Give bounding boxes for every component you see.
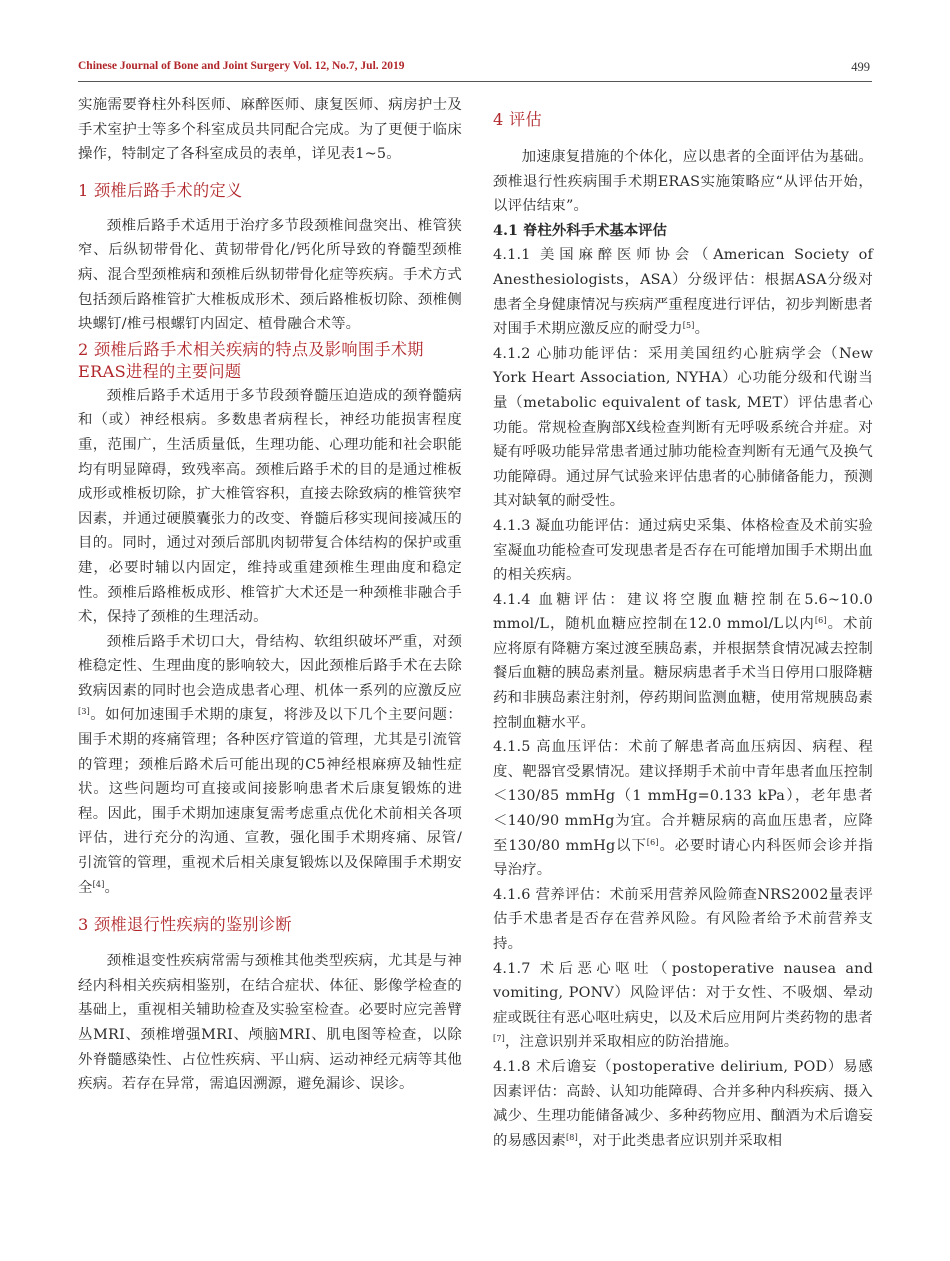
header-rule [78,81,872,82]
item-4-1-7: 4.1.7 术后恶心呕吐（postoperative nausea and vomiting, PONV）风险评估：对于女性、不吸烟、晕动症或既往有恶心呕吐病史，以及术后应用阿片类药物的患者[7]，注意识别并采取相应的防治措施。 [493,960,873,1051]
item-4-1-1: 4.1.1 美国麻醉医师协会（American Society of Anesthesiologists，ASA）分级评估：根据ASA分级对患者全身健康情况与疾病严重程度进行评估，初步判断患者对围手术期应激反应的耐受力[5]。 [493,247,873,338]
section-1-paragraph: 颈椎后路手术适用于治疗多节段颈椎间盘突出、椎管狭窄、后纵韧带骨化、黄韧带骨化/钙化所导致的脊髓型颈椎病、混合型颈椎病和颈椎后纵韧带骨化症等疾病。手术方式包括颈后路椎管扩大椎板成形术、颈后路椎板切除、颈椎侧块螺钉/椎弓根螺钉内固定、植骨融合术等。 [78,217,462,333]
citation-ref: [8] [565,1132,578,1142]
section-4-heading: 4 评估 [493,110,543,129]
left-column [78,93,462,1097]
item-4-1-8: 4.1.8 术后谵妄（postoperative delirium, POD）易感因素评估：高龄、认知功能障碍、合并多种内科疾病、摄入减少、生理功能储备减少、多种药物应用、酗酒为术后谵妄的易感因素[8]，对于此类患者应识别并采取相 [493,1058,873,1149]
section-2-paragraph-1: 颈椎后路手术适用于多节段颈脊髓压迫造成的颈脊髓病和（或）神经根病。多数患者病程长，神经功能损害程度重，范围广，生活质量低，生理功能、心理功能和社会职能均有明显障碍，致残率高。颈椎后路手术的目的是通过椎板成形或椎板切除，扩大椎管容积，直接去除致病的椎管狭窄因素，并通过硬膜囊张力的改变、脊髓后移实现间接减压的目的。同时，通过对颈后部肌肉韧带复合体结构的保护或重建，必要时辅以内固定，维持或重建颈椎生理曲度和稳定性。颈椎后路椎板成形、椎管扩大术还是一种颈椎非融合手术，保持了颈椎的生理活动。 [78,387,462,626]
running-header [78,60,872,82]
section-4-paragraph: 加速康复措施的个体化，应以患者的全面评估为基础。颈椎退行性疾病围手术期ERAS实施策略应“从评估开始，以评估结束”。 [493,149,873,215]
citation-ref: [3] [78,707,90,717]
item-4-1-2: 4.1.2 心肺功能评估：采用美国纽约心脏病学会（New York Heart Association, NYHA）心功能分级和代谢当量（metabolic equivalent of task, MET）评估患者心功能。常规检查胸部X线检查判断有无呼吸系统合并症。对疑有呼吸功能异常患者通过肺功能检查判断有无通气及换气功能障碍。通过屏气试验来评估患者的心肺储备能力，预测其对缺氧的耐受性。 [493,345,873,510]
item-4-1-6: 4.1.6 营养评估：术前采用营养风险筛查NRS2002量表评估手术患者是否存在营养风险。有风险者给予术前营养支持。 [493,886,873,952]
intro-paragraph: 实施需要脊柱外科医师、麻醉医师、康复医师、病房护士及手术室护士等多个科室成员共同配合完成。为了更便于临床操作，特制定了各科室成员的表单，详见表1~5。 [78,97,462,163]
right-column [493,93,873,1153]
section-2-paragraph-2: 颈椎后路手术切口大，骨结构、软组织破坏严重，对颈椎稳定性、生理曲度的影响较大，因此颈椎后路手术在去除致病因素的同时也会造成患者心理、机体一系列的应激反应[3]。如何加速围手术期的康复，将涉及以下几个主要问题：围手术期的疼痛管理；各种医疗管道的管理，尤其是引流管的管理；颈椎后路术后可能出现的C5神经根麻痹及轴性症状。这些问题均可直接或间接影响患者术后康复锻炼的进程。因此，围手术期加速康复需考虑重点优化术前相关各项评估，进行充分的沟通、宣教，强化围手术期疼痛、尿管/引流管的管理，重视术后相关康复锻炼以及保障围手术期安全[4]。 [78,633,462,896]
page-number: 499 [851,60,870,74]
citation-ref: [4] [92,879,105,889]
journal-citation: Chinese Journal of Bone and Joint Surgery Vol. 12, No.7, Jul. 2019 [78,60,405,72]
section-1-heading: 1 颈椎后路手术的定义 [78,180,243,200]
section-3-heading: 3 颈椎退行性疾病的鉴别诊断 [78,915,292,935]
section-2-heading: 2 颈椎后路手术相关疾病的特点及影响围手术期ERAS进程的主要问题 [78,339,424,381]
citation-ref: [7] [493,1034,505,1044]
citation-ref: [6] [814,616,827,626]
item-4-1-5: 4.1.5 高血压评估：术前了解患者高血压病因、病程、程度、靶器官受累情况。建议择期手术前中青年患者血压控制＜130/85 mmHg（1 mmHg=0.133 kPa），老年患者＜140/90 mmHg为宜。合并糖尿病的高血压患者，应降至130/80 mmHg以下[6]。必要时请心内科医师会诊并指导治疗。 [493,739,873,879]
subsection-4-1-heading: 4.1 脊柱外科手术基本评估 [493,221,667,239]
citation-ref: [6] [646,837,659,847]
item-4-1-3: 4.1.3 凝血功能评估：通过病史采集、体格检查及术前实验室凝血功能检查可发现患者是否存在可能增加围手术期出血的相关疾病。 [493,517,873,584]
item-4-1-4: 4.1.4 血糖评估：建议将空腹血糖控制在5.6~10.0 mmol/L，随机血糖应控制在12.0 mmol/L以内[6]。术前应将原有降糖方案过渡至胰岛素，并根据禁食情况减去控制餐后血糖的胰岛素剂量。糖尿病患者手术当日停用口服降糖药和非胰岛素注射剂，停药期间监测血糖，使用常规胰岛素控制血糖水平。 [493,591,873,731]
citation-ref: [5] [682,321,695,331]
section-3-paragraph: 颈椎退变性疾病常需与颈椎其他类型疾病，尤其是与神经内科相关疾病相鉴别，在结合症状、体征、影像学检查的基础上，重视相关辅助检查及实验室检查。必要时应完善臂丛MRI、颈椎增强MRI、颅脑MRI、肌电图等检查，以除外脊髓感染性、占位性疾病、平山病、运动神经元病等其他疾病。若存在异常，需追因溯源，避免漏诊、误诊。 [78,953,462,1093]
